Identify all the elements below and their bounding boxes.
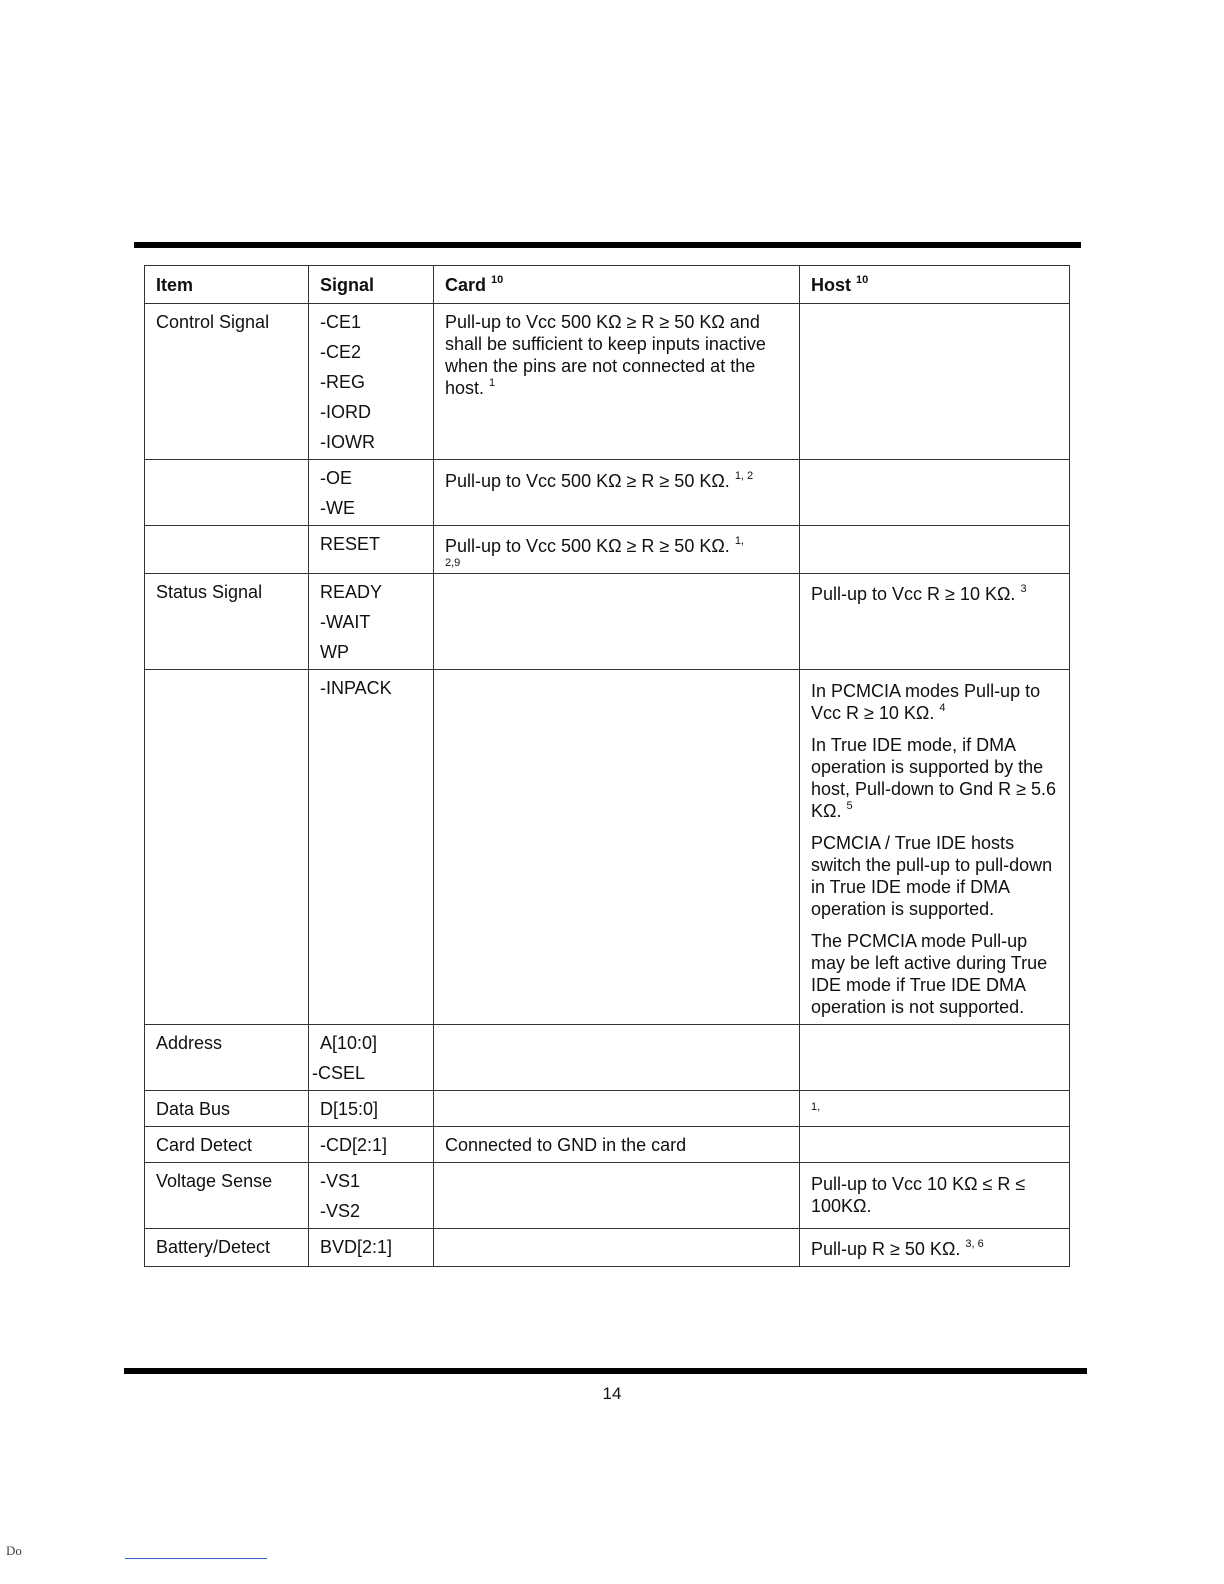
table-header-row bbox=[145, 266, 1070, 304]
signal-name: RESET bbox=[320, 534, 381, 554]
card-cell bbox=[434, 1025, 800, 1091]
bottom-rule bbox=[124, 1368, 1087, 1374]
footnote-ref: 5 bbox=[846, 800, 853, 812]
host-cell: Pull-up to Vcc R ≥ 10 KΩ. $^3$ bbox=[800, 574, 1070, 670]
corner-text: Do bbox=[6, 1543, 22, 1558]
header-item: Item bbox=[145, 266, 309, 304]
signal-name: A[10:0] bbox=[320, 1033, 378, 1053]
signal-name: BVD[2:1] bbox=[320, 1237, 393, 1257]
table-row bbox=[145, 1025, 1070, 1091]
signal-cell bbox=[309, 670, 434, 1025]
card-cell bbox=[434, 1091, 800, 1127]
signal-name: -CE1 bbox=[320, 312, 362, 332]
table-row bbox=[145, 670, 1070, 1025]
table-row bbox=[145, 460, 1070, 526]
card-cell bbox=[434, 1229, 800, 1267]
item-cell: Battery/Detect bbox=[145, 1229, 309, 1267]
card-cell: Connected to GND in the card bbox=[434, 1127, 800, 1163]
signal-name: -WAIT bbox=[320, 612, 371, 632]
signal-cell bbox=[309, 460, 434, 526]
signal-name: -OE bbox=[320, 468, 353, 488]
host-cell bbox=[800, 1025, 1070, 1091]
item-cell: Voltage Sense bbox=[145, 1163, 309, 1229]
signal-name: D[15:0] bbox=[320, 1099, 379, 1119]
signal-name: -REG bbox=[320, 372, 365, 392]
host-cell bbox=[800, 1127, 1070, 1163]
footnote-ref: 1 bbox=[489, 377, 496, 389]
signal-cell bbox=[309, 1091, 434, 1127]
signal-name: -VS1 bbox=[320, 1171, 361, 1191]
signal-name: -IORD bbox=[320, 402, 371, 422]
signal-cell bbox=[309, 1127, 434, 1163]
signal-cell bbox=[309, 526, 434, 574]
signal-name: READY bbox=[320, 582, 383, 602]
item-cell: Address bbox=[145, 1025, 309, 1091]
item-cell bbox=[145, 526, 309, 574]
header-signal: Signal bbox=[309, 266, 434, 304]
card-cell: Pull-up to Vcc 500 KΩ ≥ R ≥ 50 KΩ. $^{1,}$ 2,9 bbox=[434, 526, 800, 574]
header-card: Card $^{10}$ bbox=[434, 266, 800, 304]
header-host-footnote: 10 bbox=[856, 274, 869, 286]
footnote-ref: 3 bbox=[1020, 583, 1027, 595]
host-note: PCMCIA / True IDE hosts switch the pull-up to pull-down in True IDE mode if DMA operation is supported. bbox=[811, 833, 1053, 919]
host-cell bbox=[800, 460, 1070, 526]
card-cell bbox=[434, 1163, 800, 1229]
table-row bbox=[145, 1091, 1070, 1127]
item-cell bbox=[145, 460, 309, 526]
signal-name: -CD[2:1] bbox=[320, 1135, 388, 1155]
header-card-footnote: 10 bbox=[491, 274, 504, 286]
signal-name: -VS2 bbox=[320, 1201, 361, 1221]
pull-up-resistor-table bbox=[144, 265, 1070, 1267]
footnote-ref: 3, 6 bbox=[965, 1238, 984, 1250]
header-host: Host $^{10}$ bbox=[800, 266, 1070, 304]
signal-cell bbox=[309, 1229, 434, 1267]
card-cell bbox=[434, 670, 800, 1025]
signal-name: -INPACK bbox=[320, 678, 392, 698]
host-note: In True IDE mode, if DMA operation is supported by the host, Pull-down to Gnd R ≥ 5.6 KΩ. $^5$ bbox=[811, 735, 1057, 821]
footnote-ref: 1, bbox=[734, 535, 744, 547]
card-cell bbox=[434, 574, 800, 670]
signal-name: WP bbox=[320, 642, 349, 662]
item-cell: Status Signal bbox=[145, 574, 309, 670]
item-cell: Data Bus bbox=[145, 1091, 309, 1127]
signal-cell bbox=[309, 1025, 434, 1091]
signal-cell bbox=[309, 304, 434, 460]
item-cell: Card Detect bbox=[145, 1127, 309, 1163]
table-row bbox=[145, 526, 1070, 574]
signal-cell bbox=[309, 1163, 434, 1229]
item-cell bbox=[145, 670, 309, 1025]
host-cell bbox=[800, 670, 1070, 1025]
card-cell: Pull-up to Vcc 500 KΩ ≥ R ≥ 50 KΩ and shall be sufficient to keep inputs inactive when the pins are not connected at the host. $^1$ bbox=[434, 304, 800, 460]
top-rule bbox=[134, 242, 1081, 248]
item-cell: Control Signal bbox=[145, 304, 309, 460]
signal-cell bbox=[309, 574, 434, 670]
table-row bbox=[145, 574, 1070, 670]
signal-name: -CE2 bbox=[320, 342, 362, 362]
table-row bbox=[145, 1229, 1070, 1267]
host-cell: Pull-up to Vcc 10 KΩ ≤ R ≤ 100KΩ. bbox=[800, 1163, 1070, 1229]
signal-name: -IOWR bbox=[320, 432, 375, 452]
host-cell bbox=[800, 304, 1070, 460]
table-row bbox=[145, 304, 1070, 460]
page-number: 14 bbox=[602, 1384, 622, 1403]
host-cell: Pull-up R ≥ 50 KΩ. $^{3, 6}$ bbox=[800, 1229, 1070, 1267]
corner-link-underline bbox=[125, 1558, 267, 1559]
footnote-ref: 1, bbox=[811, 1101, 821, 1113]
signal-name: -CSEL bbox=[312, 1063, 366, 1083]
table-row bbox=[145, 1127, 1070, 1163]
host-cell bbox=[800, 526, 1070, 574]
host-note: In PCMCIA modes Pull-up to Vcc R ≥ 10 KΩ. $^4$ bbox=[811, 681, 1041, 723]
footnote-ref: 1, 2 bbox=[734, 470, 754, 482]
host-note: The PCMCIA mode Pull-up may be left active during True IDE mode if True IDE DMA operation is not supported. bbox=[811, 931, 1048, 1017]
table-row bbox=[145, 1163, 1070, 1229]
footnote-ref: 4 bbox=[939, 702, 946, 714]
signal-name: -WE bbox=[320, 498, 355, 518]
footnote-ref-continued: 2,9 bbox=[445, 557, 461, 569]
card-cell: Pull-up to Vcc 500 KΩ ≥ R ≥ 50 KΩ. $^{1, 2}$ bbox=[434, 460, 800, 526]
host-cell bbox=[800, 1091, 1070, 1127]
